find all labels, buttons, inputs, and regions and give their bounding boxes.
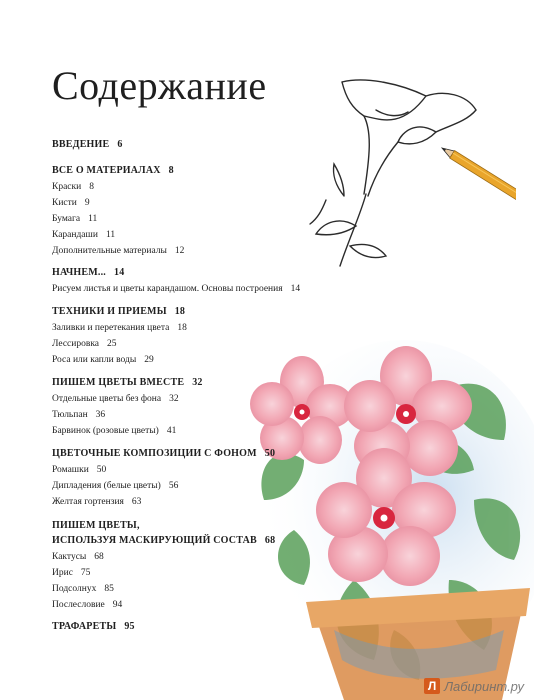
toc-item[interactable]: Тюльпан 36 bbox=[52, 410, 106, 420]
toc-section[interactable]: ИСПОЛЬЗУЯ МАСКИРУЮЩИЙ СОСТАВ 68 bbox=[52, 535, 276, 546]
toc-item[interactable]: Рисуем листья и цветы карандашом. Основы построения 14 bbox=[52, 284, 301, 294]
toc-item[interactable]: Дипладения (белые цветы) 56 bbox=[52, 481, 179, 491]
toc-section[interactable]: ЦВЕТОЧНЫЕ КОМПОЗИЦИИ С ФОНОМ 50 bbox=[52, 448, 276, 459]
toc-item[interactable]: Ромашки 50 bbox=[52, 465, 107, 475]
flower-sketch-illustration bbox=[306, 76, 516, 276]
toc-item[interactable]: Кисти 9 bbox=[52, 198, 90, 208]
toc-section[interactable]: ПИШЕМ ЦВЕТЫ, bbox=[52, 520, 140, 531]
toc-section[interactable]: ТЕХНИКИ И ПРИЕМЫ 18 bbox=[52, 306, 186, 317]
toc-item[interactable]: Краски 8 bbox=[52, 182, 94, 192]
toc-item[interactable]: Послесловие 94 bbox=[52, 600, 123, 610]
watermark bbox=[424, 678, 524, 694]
toc-item[interactable]: Бумага 11 bbox=[52, 214, 98, 224]
toc-item[interactable]: Лессировка 25 bbox=[52, 339, 117, 349]
watercolor-flowers-illustration bbox=[234, 330, 534, 700]
toc-item[interactable]: Дополнительные материалы 12 bbox=[52, 246, 185, 256]
toc-section[interactable]: ТРАФАРЕТЫ 95 bbox=[52, 621, 135, 632]
toc-item[interactable]: Барвинок (розовые цветы) 41 bbox=[52, 426, 177, 436]
toc-item[interactable]: Кактусы 68 bbox=[52, 552, 104, 562]
watermark-text: Лабиринт.ру bbox=[444, 678, 524, 694]
toc-item[interactable]: Отдельные цветы без фона 32 bbox=[52, 394, 179, 404]
toc-item[interactable]: Ирис 75 bbox=[52, 568, 91, 578]
page-title: Содержание bbox=[52, 63, 267, 108]
toc-section[interactable]: ВСЕ О МАТЕРИАЛАХ 8 bbox=[52, 165, 174, 176]
toc-item[interactable]: Желтая гортензия 63 bbox=[52, 497, 142, 507]
toc-section[interactable]: ПИШЕМ ЦВЕТЫ ВМЕСТЕ 32 bbox=[52, 377, 203, 388]
toc-item[interactable]: Роса или капли воды 29 bbox=[52, 355, 154, 365]
toc-item[interactable]: Заливки и перетекания цвета 18 bbox=[52, 323, 187, 333]
toc-item[interactable]: Подсолнух 85 bbox=[52, 584, 114, 594]
toc-section[interactable]: НАЧНЕМ... 14 bbox=[52, 267, 125, 278]
labirint-logo-icon: Л bbox=[424, 678, 440, 694]
toc-section[interactable]: ВВЕДЕНИЕ 6 bbox=[52, 139, 123, 150]
toc-item[interactable]: Карандаши 11 bbox=[52, 230, 116, 240]
